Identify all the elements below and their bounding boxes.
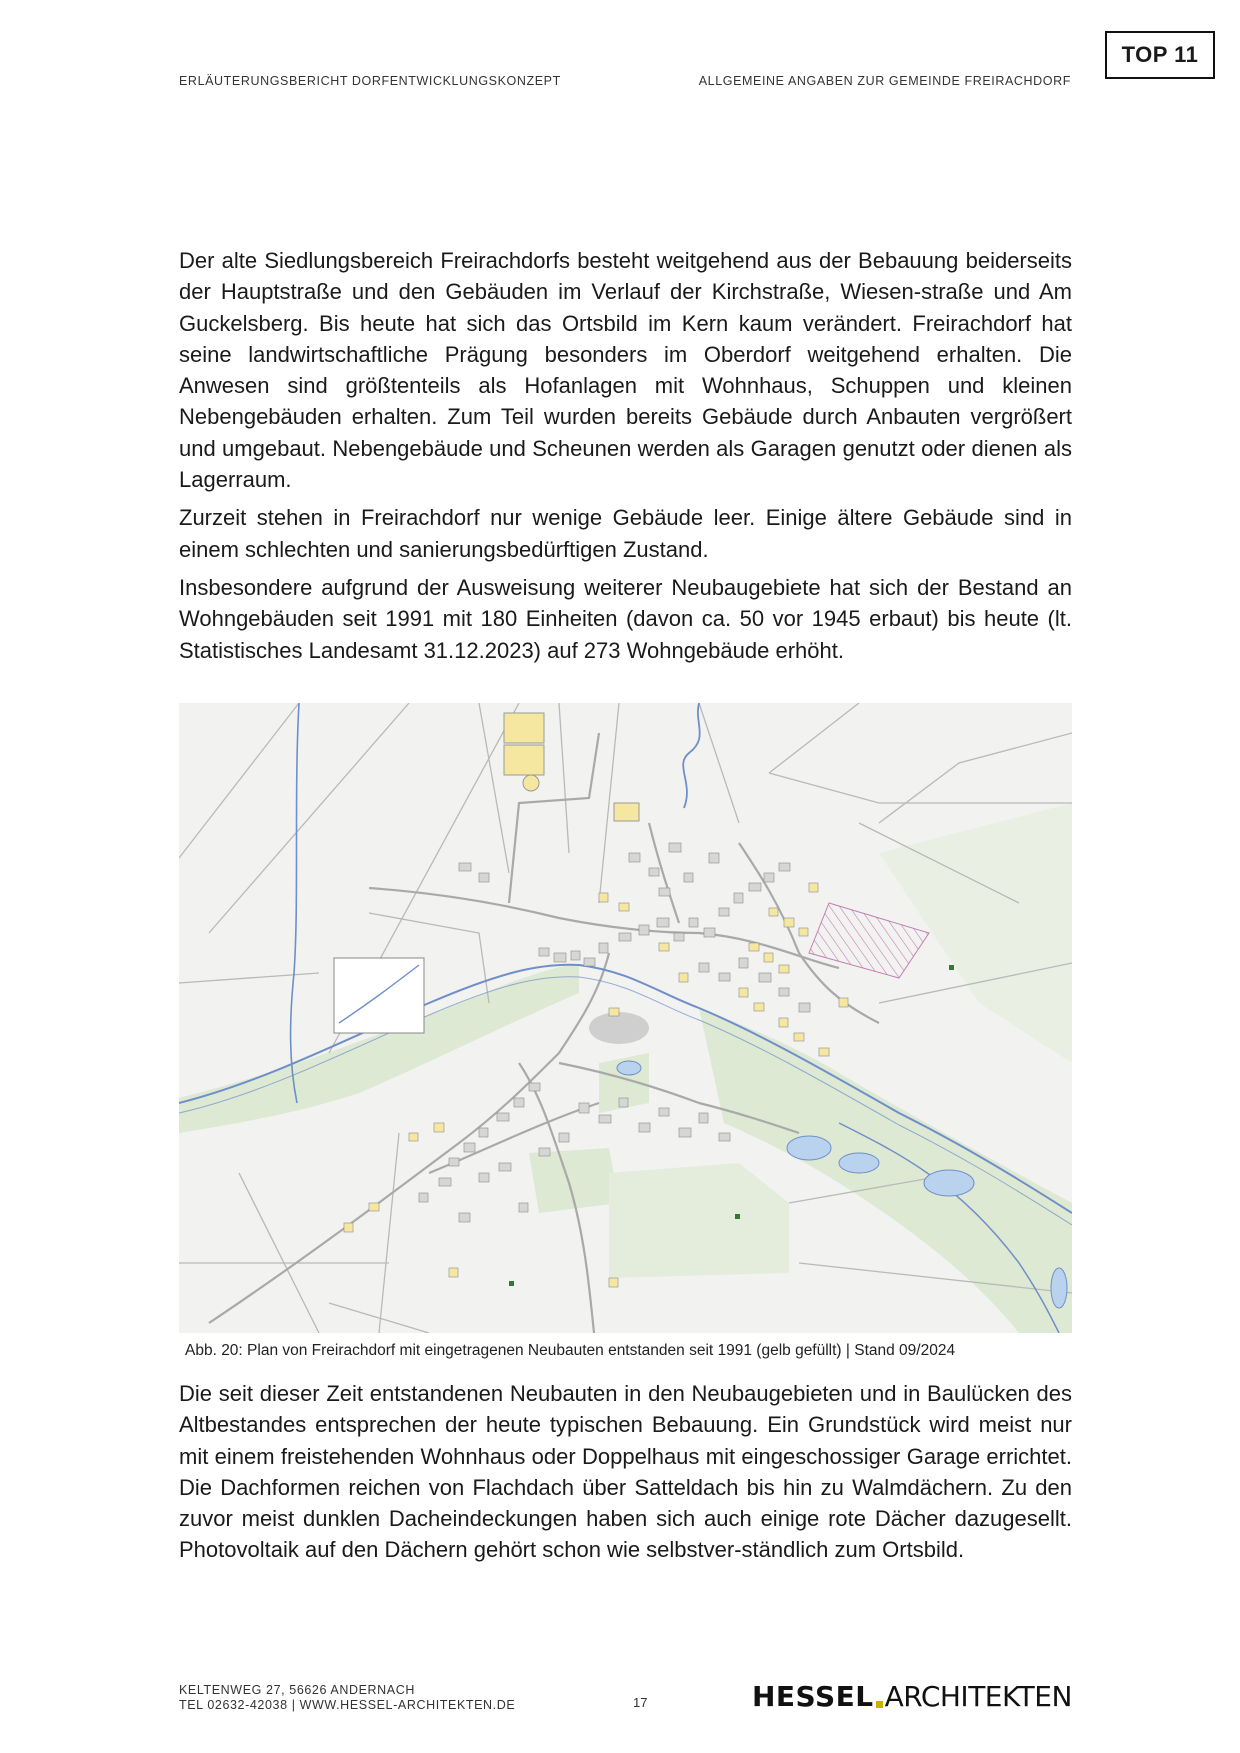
hessel-architekten-logo xyxy=(752,1681,1072,1711)
logo-dot-icon xyxy=(876,1701,883,1708)
village-plan-graphic xyxy=(179,703,1072,1333)
top-badge: TOP 11 xyxy=(1105,31,1215,79)
footer-address-block xyxy=(179,1683,515,1713)
running-header-left: ERLÄUTERUNGSBERICHT DORFENTWICKLUNGSKONZEPT xyxy=(179,74,561,88)
paragraph: Insbesondere aufgrund der Ausweisung weiterer Neubaugebiete hat sich der Bestand an Wohngebäuden seit 1991 mit 180 Einheiten (davon ca. 50 vor 1945 erbaut) bis heute (lt. Statistisches Landesamt 31.12.2023) auf 273 Wohngebäude erhöht. xyxy=(179,574,1072,663)
logo-text-hessel: HESSEL xyxy=(752,1680,874,1713)
logo-text-architekten: ARCHITEKTEN xyxy=(884,1680,1072,1713)
paragraph: Zurzeit stehen in Freirachdorf nur wenige Gebäude leer. Einige ältere Gebäude sind in einem schlechten und sanierungsbedürftigen Zustand. xyxy=(179,505,1072,562)
body-text-top xyxy=(179,245,1072,673)
footer-contact: TEL 02632-42038 | WWW.HESSEL-ARCHITEKTEN.DE xyxy=(179,1698,516,1712)
page-number: 17 xyxy=(633,1695,648,1710)
body-text-bottom xyxy=(179,1378,1072,1573)
footer-address: KELTENWEG 27, 56626 ANDERNACH xyxy=(179,1683,415,1697)
running-header-right: ALLGEMEINE ANGABEN ZUR GEMEINDE FREIRACHDORF xyxy=(698,74,1071,88)
village-plan-map xyxy=(179,703,1072,1333)
paragraph: Die seit dieser Zeit entstandenen Neubauten in den Neubaugebieten und in Baulücken des Altbestandes entsprechen der heute typischen Bebauung. Ein Grundstück wird meist nur mit einem freistehenden Wohnhaus oder Doppelhaus mit eingeschossiger Garage errichtet. Die Dachformen reichen von Flachdach über Satteldach bis hin zu Walmdächern. Zu den zuvor meist dunklen Dacheindeckungen haben sich auch einige rote Dächer dazugesellt. Photovoltaik auf den Dächern gehört schon wie selbstver-ständlich zum Ortsbild. xyxy=(179,1381,1072,1563)
figure-caption: Abb. 20: Plan von Freirachdorf mit eingetragenen Neubauten entstanden seit 1991 (gelb gefüllt) | Stand 09/2024 xyxy=(185,1342,956,1359)
paragraph: Der alte Siedlungsbereich Freirachdorfs besteht weitgehend aus der Bebauung beiderseits der Hauptstraße und den Gebäuden im Verlauf der Kirchstraße, Wiesen-straße und Am Guckelsberg. Bis heute hat sich das Ortsbild im Kern kaum verändert. Freirachdorf hat seine landwirtschaftliche Prägung besonders im Oberdorf weitgehend erhalten. Die Anwesen sind größtenteils als Hofanlagen mit Wohnhaus, Schuppen und kleinen Nebengebäuden erhalten. Zum Teil wurden bereits Gebäude durch Anbauten vergrößert und umgebaut. Nebengebäude und Scheunen werden als Garagen genutzt oder dienen als Lagerraum. xyxy=(179,248,1072,493)
